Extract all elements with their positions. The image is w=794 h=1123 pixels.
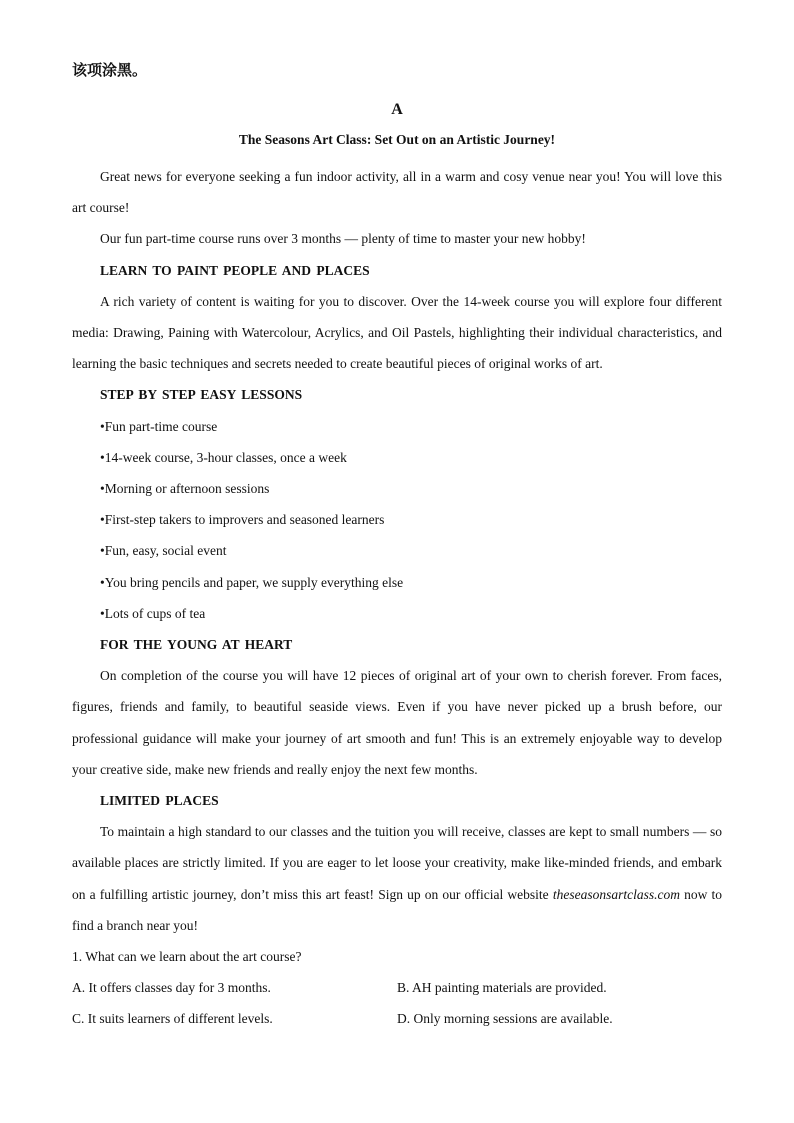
paragraph-text: To maintain a high standard to our classes and the tuition you will receive, classes are kept to small numbers — so available places are strictly limited. If you are eager to let loose your creativity, make like-minded friends, and embark on a fulfilling artistic journey, don’t miss this art feast! Sign up on our official website: [72, 824, 722, 902]
question-stem: 1. What can we learn about the art course?: [72, 949, 302, 965]
website-link[interactable]: theseasonsartclass.com: [552, 886, 680, 902]
section-heading-young-at-heart: FOR THE YOUNG AT HEART: [100, 637, 293, 653]
document-page: [72, 60, 722, 1035]
paragraph-text: now to find a branch near you!: [72, 886, 723, 933]
section-heading-learn-to-paint: LEARN TO PAINT PEOPLE AND PLACES: [100, 262, 370, 278]
list-item: •14-week course, 3-hour classes, once a week: [100, 449, 347, 465]
exam-instruction-fragment: 该项涂黑。: [72, 61, 148, 79]
section-heading-limited-places: LIMITED PLACES: [100, 793, 219, 809]
bullet-list: [72, 411, 722, 629]
list-item: •Lots of cups of tea: [100, 605, 206, 621]
section-paragraph-young-at-heart: On completion of the course you will have 12 pieces of original art of your own to cherish forever. From faces, figures, friends and family, to beautiful seaside views. Even if you have never picked up a brush before, our professional guidance will make your journey of art smooth and fun! This is an extremely enjoyable way to develop your creative side, make new friends and really enjoy the next few months.: [72, 668, 722, 777]
section-paragraph-learn-to-paint: A rich variety of content is waiting for you to discover. Over the 14-week course you will explore four different media: Drawing, Paining with Watercolour, Acrylics, and Oil Pastels, highlighting their individual characteristics, and learning the basic techniques and secrets needed to create beautiful pieces of original works of art.: [72, 293, 722, 372]
intro-paragraph-2: Our fun part-time course runs over 3 months — plenty of time to master your new hobby!: [100, 231, 586, 247]
list-item: •You bring pencils and paper, we supply everything else: [100, 574, 404, 590]
list-item: •Fun, easy, social event: [100, 543, 227, 559]
answer-options: [72, 972, 722, 1034]
option-b: B. AH painting materials are provided.: [397, 980, 607, 996]
intro-paragraph-1: Great news for everyone seeking a fun indoor activity, all in a warm and cosy venue near you! You will love this art course!: [72, 169, 722, 216]
section-paragraph-limited-places: [72, 816, 722, 941]
section-letter: A: [391, 101, 403, 118]
article-title: The Seasons Art Class: Set Out on an Artistic Journey!: [238, 132, 556, 147]
list-item: •First-step takers to improvers and seasoned learners: [100, 512, 385, 528]
option-a: A. It offers classes day for 3 months.: [72, 980, 271, 996]
option-d: D. Only morning sessions are available.: [397, 1011, 613, 1027]
option-c: C. It suits learners of different levels.: [72, 1011, 273, 1027]
section-heading-step-by-step: STEP BY STEP EASY LESSONS: [100, 387, 303, 403]
list-item: •Fun part-time course: [100, 418, 218, 434]
list-item: •Morning or afternoon sessions: [100, 481, 270, 497]
